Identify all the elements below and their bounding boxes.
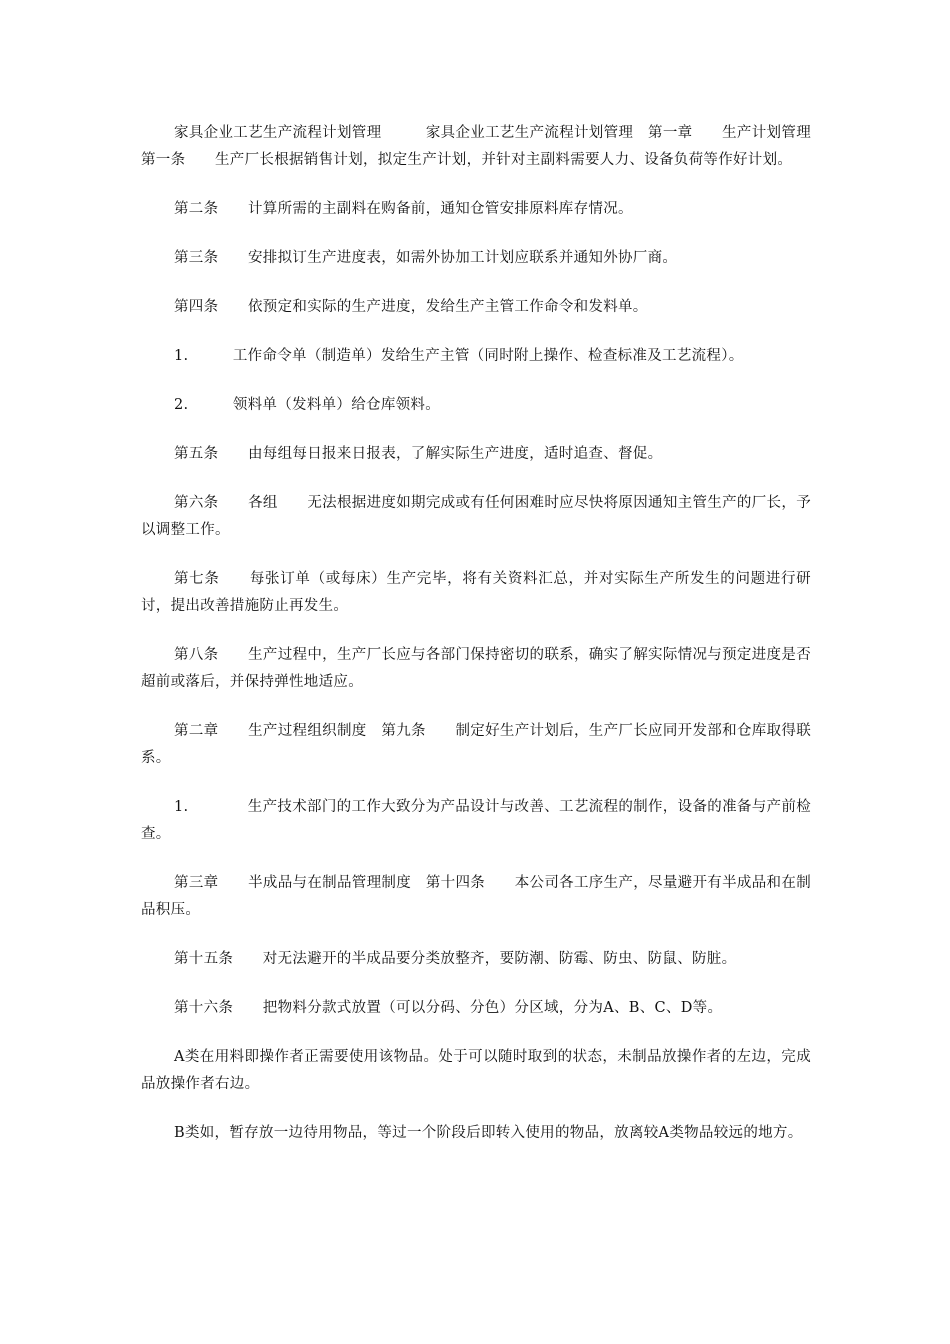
paragraph-chapter-3: 第三章 半成品与在制品管理制度 第十四条 本公司各工序生产，尽量避开有半成品和在制品积压。 xyxy=(141,875,811,918)
document-page xyxy=(141,120,826,1169)
paragraph-article-6: 第六条 各组 无法根据进度如期完成或有任何困难时应尽快将原因通知主管生产的厂长，予以调整工作。 xyxy=(141,495,811,538)
paragraph-article-15: 第十五条 对无法避开的半成品要分类放整齐，要防潮、防霉、防虫、防鼠、防脏。 xyxy=(174,951,737,967)
paragraph-item-2: 2. 领料单（发料单）给仓库领料。 xyxy=(174,397,441,413)
paragraph-article-16: 第十六条 把物料分款式放置（可以分码、分色）分区域，分为A、B、C、D等。 xyxy=(174,1000,723,1016)
paragraph-article-2: 第二条 计算所需的主副料在购备前，通知仓管安排原料库存情况。 xyxy=(174,201,633,217)
paragraph-article-4: 第四条 依预定和实际的生产进度，发给生产主管工作命令和发料单。 xyxy=(174,299,648,315)
paragraph-article-5: 第五条 由每组每日报来日报表，了解实际生产进度，适时追查、督促。 xyxy=(174,446,663,462)
paragraph-item-1: 1. 工作命令单（制造单）发给生产主管（同时附上操作、检查标准及工艺流程）。 xyxy=(174,348,744,364)
paragraph-class-a: A类在用料即操作者正需要使用该物品。处于可以随时取到的状态，未制品放操作者的左边，完成品放操作者右边。 xyxy=(141,1049,811,1092)
paragraph-chapter-2-item-1: 1. 生产技术部门的工作大致分为产品设计与改善、工艺流程的制作，设备的准备与产前检查。 xyxy=(141,799,811,842)
paragraph-chapter-2: 第二章 生产过程组织制度 第九条 制定好生产计划后，生产厂长应同开发部和仓库取得联系。 xyxy=(141,723,811,766)
paragraph-intro: 家具企业工艺生产流程计划管理 家具企业工艺生产流程计划管理 第一章 生产计划管理 第一条 生产厂长根据销售计划，拟定生产计划，并针对主副料需要人力、设备负荷等作好计划。 xyxy=(141,125,826,168)
paragraph-article-8: 第八条 生产过程中，生产厂长应与各部门保持密切的联系，确实了解实际情况与预定进度是否超前或落后，并保持弹性地适应。 xyxy=(141,647,811,690)
paragraph-class-b: B类如，暂存放一边待用物品，等过一个阶段后即转入使用的物品，放离较A类物品较远的地方。 xyxy=(174,1125,803,1141)
paragraph-article-7: 第七条 每张订单（或每床）生产完毕，将有关资料汇总，并对实际生产所发生的问题进行研讨，提出改善措施防止再发生。 xyxy=(141,571,811,614)
paragraph-article-3: 第三条 安排拟订生产进度表，如需外协加工计划应联系并通知外协厂商。 xyxy=(174,250,678,266)
